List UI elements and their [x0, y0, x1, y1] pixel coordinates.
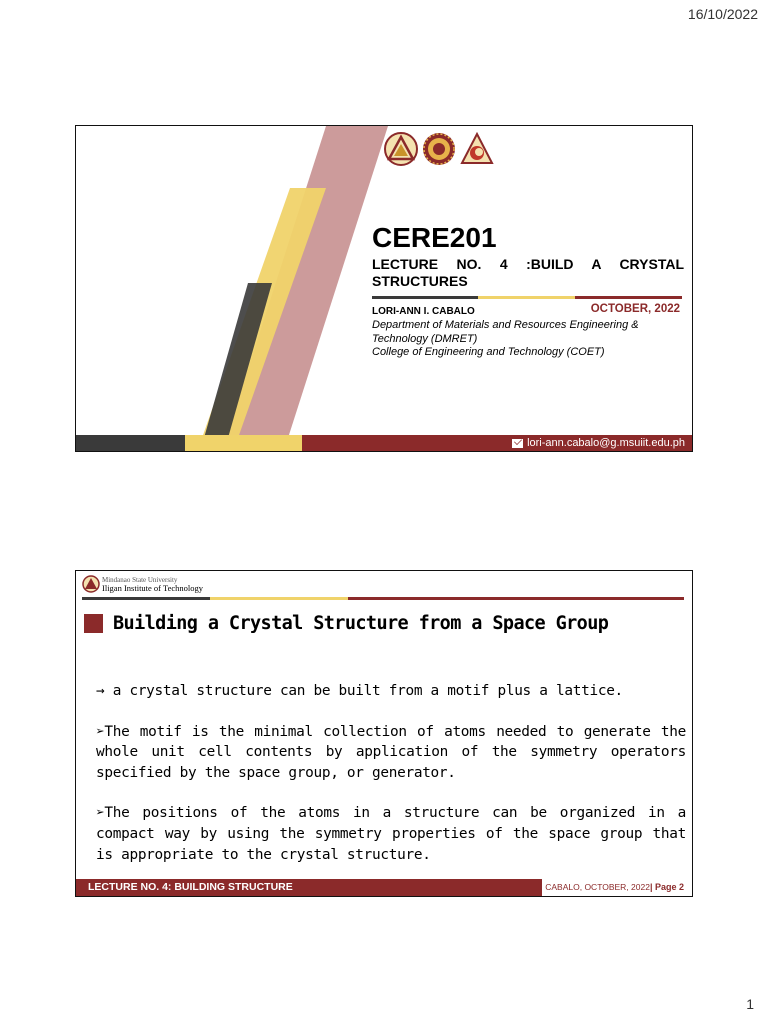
footer-page-number: | Page 2 — [649, 882, 684, 892]
paragraph: ➢The positions of the atoms in a structure can be organized in a compact way by using the symmetry properties of the space group that is appropriate to the crystal structure. — [96, 805, 686, 863]
lecture-date: OCTOBER, 2022 — [590, 303, 680, 315]
department-info — [372, 319, 672, 360]
heading-text: Building a Crystal Structure from a Space Group — [113, 613, 609, 634]
paragraph: → a crystal structure can be built from a motif plus a lattice. — [96, 683, 623, 699]
decorative-stripes — [76, 126, 693, 452]
mail-icon — [512, 439, 523, 448]
header-rule — [82, 597, 684, 600]
footer-author-date: CABALO, OCTOBER, 2022 — [545, 882, 650, 892]
page-date: 16/10/2022 — [687, 6, 758, 22]
footer-credit — [542, 879, 692, 896]
title-rule — [372, 296, 682, 299]
university-logo-icon — [82, 575, 100, 593]
course-title: CERE201 — [372, 222, 497, 253]
dept-line: College of Engineering and Technology (COET) — [372, 346, 605, 358]
title-slide — [75, 125, 693, 452]
email-text: lori-ann.cabalo@g.msuiit.edu.ph — [527, 437, 685, 449]
paragraph: ➢The motif is the minimal collection of atoms needed to generate the whole unit cell contents by application of the symmetry operators specified by the space group, or generator. — [96, 723, 686, 781]
coet-seal-icon — [422, 132, 456, 166]
msu-iit-seal-icon — [384, 132, 418, 166]
author-name: LORI-ANN I. CABALO — [372, 306, 475, 317]
university-line1: Mindanao State University — [102, 576, 178, 584]
dept-line: Department of Materials and Resources Engineering & — [372, 319, 639, 331]
slide-footer — [76, 879, 692, 896]
heading-bullet-square — [84, 614, 103, 633]
slide-heading — [84, 613, 608, 634]
university-line2: Iligan Institute of Technology — [102, 583, 203, 593]
footer-lecture-label: LECTURE NO. 4: BUILDING STRUCTURE — [76, 879, 542, 896]
university-name — [102, 576, 203, 592]
page-number: 1 — [746, 996, 754, 1012]
slide-body — [96, 681, 686, 885]
lecture-title-line2: STRUCTURES — [372, 273, 468, 289]
university-header — [82, 575, 203, 593]
dmret-seal-icon — [460, 132, 494, 166]
lecture-title-line1: LECTURE NO. 4 :BUILD A CRYSTAL — [372, 256, 684, 272]
email-contact[interactable] — [512, 437, 685, 449]
content-slide — [75, 570, 693, 897]
dept-line: Technology (DMRET) — [372, 332, 478, 345]
logo-row — [384, 132, 494, 166]
